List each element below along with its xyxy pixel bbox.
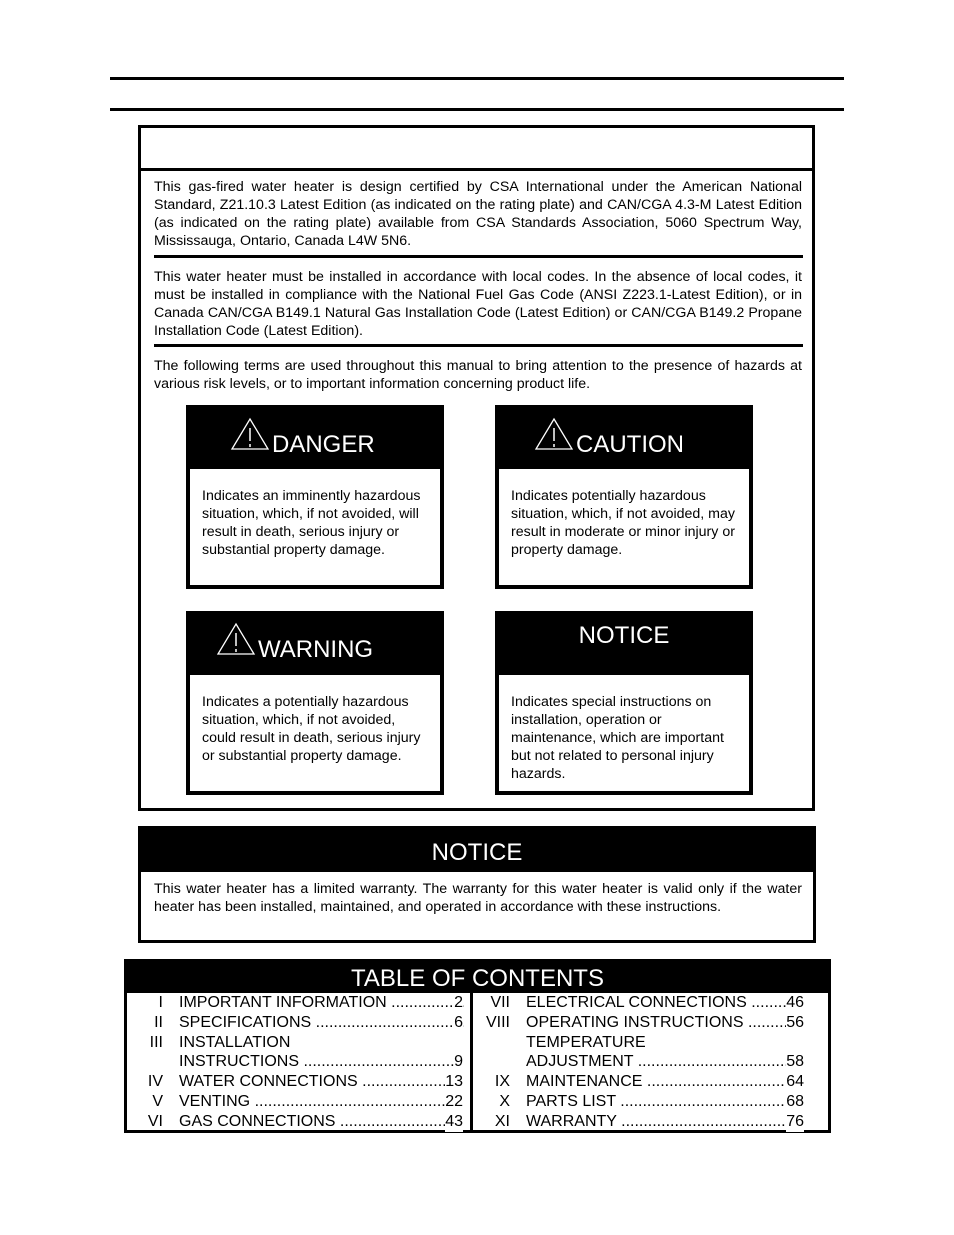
toc-left-column: [127, 993, 470, 1132]
toc-entry[interactable]: [127, 1033, 470, 1053]
paragraph-divider: [154, 255, 803, 258]
toc-page-number: 22: [445, 1092, 463, 1110]
toc-entry[interactable]: [473, 1052, 828, 1072]
warning-box: [186, 611, 444, 795]
warranty-notice-text: This water heater has a limited warranty. The warranty for this water heater is valid only if the water heater has been installed, maintained, and operated in accordance with these instructions.: [154, 881, 802, 915]
toc-title: TABLE OF CONTENTS: [127, 962, 828, 993]
toc-entry[interactable]: [473, 1013, 828, 1033]
toc-entry[interactable]: [473, 1072, 828, 1092]
warning-title: WARNING: [258, 636, 374, 663]
intro-header-bar: [141, 128, 812, 171]
toc-entry[interactable]: [473, 993, 828, 1013]
warning-triangle-icon: [230, 417, 270, 451]
notice-definition-header: [499, 611, 749, 675]
toc-entry[interactable]: [127, 1052, 470, 1072]
toc-section-number: VI: [147, 1112, 163, 1130]
toc-entry[interactable]: [127, 1092, 470, 1112]
toc-entry[interactable]: [127, 1013, 470, 1033]
danger-header: [190, 405, 440, 469]
header-rule-top: [110, 77, 844, 80]
certification-paragraph: This gas-fired water heater is design certified by CSA International under the American National Standard, Z21.10.3 Latest Edition (as indicated on the rating plate) and CAN/CGA 4.3-M Latest Edition (as indicated on the rating plate) available from CSA Standards Association, 5060 Spectrum Way, Mississauga, Ontario, Canada L4W 5N6.: [154, 179, 802, 249]
toc-entry[interactable]: [127, 1072, 470, 1092]
toc-section-number: V: [152, 1092, 163, 1110]
warranty-notice-box: [138, 826, 816, 943]
notice-definition-box: [495, 611, 753, 795]
danger-description: Indicates an imminently hazardous situation, which, if not avoided, will result in death, serious injury or substantial property damage.: [202, 488, 421, 558]
toc-page-number: 56: [786, 1013, 804, 1031]
toc-section-title: ELECTRICAL CONNECTIONS .....: [526, 993, 804, 1013]
toc-page-number: 6: [454, 1013, 463, 1031]
toc-section-number: I: [158, 994, 163, 1011]
toc-page-number: 2: [454, 994, 463, 1011]
toc-section-number: X: [499, 1092, 510, 1110]
toc-section-title: WATER CONNECTIONS .....: [179, 1072, 464, 1092]
toc-section-title: GAS CONNECTIONS .....: [179, 1112, 464, 1132]
codes-paragraph: This water heater must be installed in accordance with local codes. In the absence of local codes, it must be installed in compliance with the National Fuel Gas Code (ANSI Z223.1-Latest Edition), or in Canada CAN/CGA B149.1 Natural Gas Installation Code (Latest Edition) or CAN/CGA B149.2 Propane Installation Code (Latest Edition).: [154, 269, 802, 339]
toc-right-column: [473, 993, 828, 1132]
toc-entry[interactable]: [127, 1112, 470, 1132]
toc-section-title: TEMPERATURE: [526, 1033, 646, 1051]
toc-entry[interactable]: [127, 993, 470, 1013]
paragraph-divider: [154, 344, 803, 347]
terms-paragraph: The following terms are used throughout this manual to bring attention to the presence of hazards at various risk levels, or to important information concerning product life.: [154, 358, 802, 392]
caution-title: CAUTION: [576, 431, 684, 458]
toc-page-number: 76: [786, 1112, 804, 1130]
warning-triangle-icon: [534, 417, 574, 451]
toc-section-title: WARRANTY .....: [526, 1112, 804, 1132]
warranty-notice-title: NOTICE: [141, 829, 813, 872]
toc-page-number: 9: [454, 1053, 463, 1071]
toc-page-number: 46: [786, 994, 804, 1011]
toc-section-title: MAINTENANCE .....: [526, 1072, 804, 1092]
caution-header: [499, 405, 749, 469]
toc-section-number: II: [154, 1013, 163, 1031]
warning-triangle-icon: [216, 622, 256, 656]
notice-definition-title: NOTICE: [578, 622, 670, 649]
toc-section-number: III: [149, 1033, 163, 1051]
toc-section-number: VIII: [485, 1013, 510, 1031]
toc-section-number: VII: [490, 994, 510, 1011]
toc-entry[interactable]: [473, 1092, 828, 1112]
toc-page-number: 43: [445, 1112, 463, 1130]
toc-page-number: 64: [786, 1073, 804, 1091]
toc-entry[interactable]: [473, 1033, 828, 1053]
toc-page-number: 58: [786, 1053, 804, 1071]
table-of-contents: [124, 959, 831, 1133]
notice-definition-description: Indicates special instructions on installation, operation or maintenance, which are important but not related to personal injury hazards.: [511, 694, 724, 782]
warning-description: Indicates a potentially hazardous situation, which, if not avoided, could result in death, serious injury or substantial property damage.: [202, 694, 421, 764]
caution-description: Indicates potentially hazardous situation, which, if not avoided, may result in moderate or minor injury or property damage.: [511, 488, 735, 558]
toc-page-number: 68: [786, 1092, 804, 1110]
toc-section-title: IMPORTANT INFORMATION .....: [179, 993, 464, 1013]
toc-section-title: INSTALLATION: [179, 1033, 291, 1051]
header-rule-bottom: [110, 108, 844, 111]
toc-section-title: ADJUSTMENT .....: [526, 1052, 804, 1072]
toc-section-number: IV: [147, 1073, 163, 1091]
toc-section-number: IX: [494, 1073, 510, 1091]
toc-section-title: SPECIFICATIONS .....: [179, 1013, 464, 1033]
toc-entry[interactable]: [473, 1112, 828, 1132]
toc-page-number: 13: [445, 1073, 463, 1091]
danger-title: DANGER: [272, 431, 375, 458]
toc-section-number: XI: [494, 1112, 510, 1130]
toc-section-title: OPERATING INSTRUCTIONS .....: [526, 1013, 804, 1033]
danger-box: [186, 405, 444, 589]
caution-box: [495, 405, 753, 589]
toc-section-title: INSTRUCTIONS .....: [179, 1052, 464, 1072]
toc-section-title: PARTS LIST .....: [526, 1092, 804, 1112]
toc-section-title: VENTING .....: [179, 1092, 464, 1112]
warning-header: [190, 611, 440, 675]
